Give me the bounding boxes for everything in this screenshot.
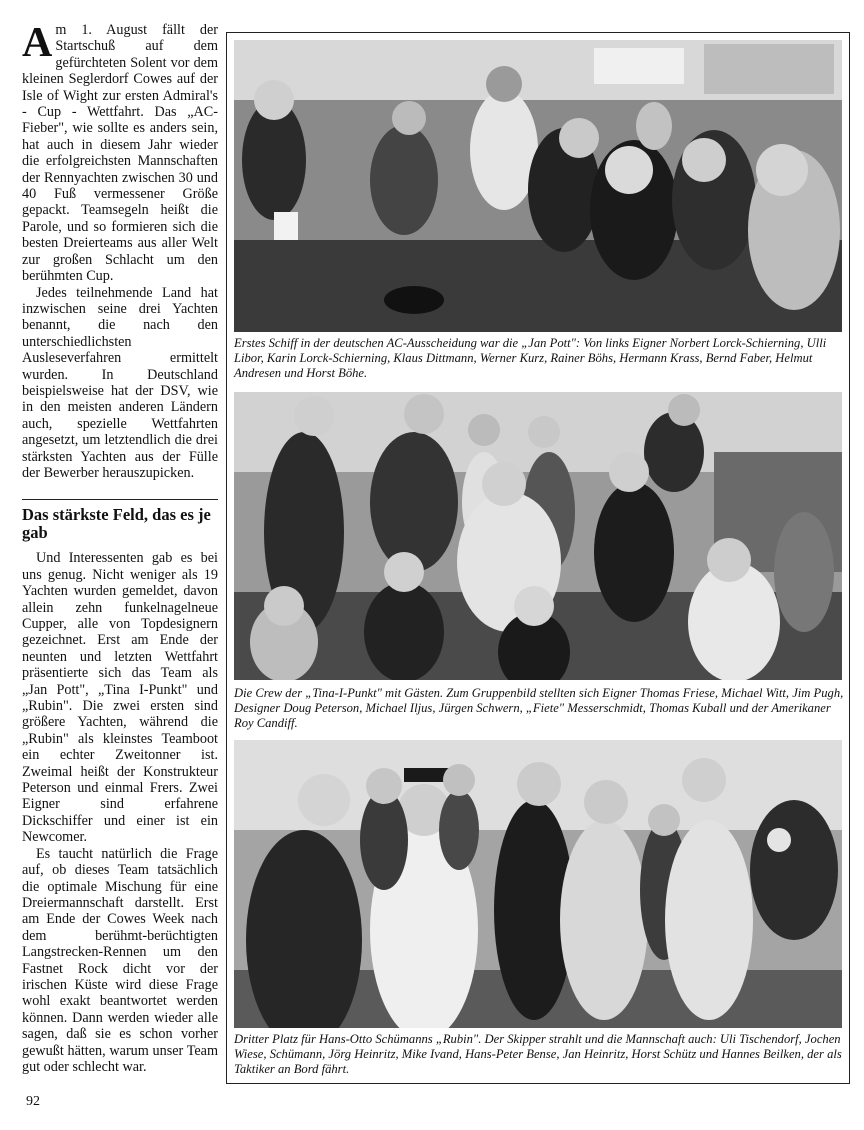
section-rule (22, 499, 218, 500)
article-column (22, 22, 218, 1075)
article-paragraph-4: Es taucht natürlich die Frage auf, ob dieses Team tatsächlich die optimale Mischung für eine Dreiermannschaft darstellt. Erst am Ende der Cowes Week nach dem berühmt-berüchtigten Langstrecken-Rennen um den Fastnet Rock dicht vor der irischen Küste wird diese Frage wohl exakt beantwortet werden können. Dann werden wieder alle sagen, daß sie es schon vorher gewußt hätten, warum unser Team gut oder schlecht war. (22, 845, 218, 1075)
section-subheading: Das stärkste Feld, das es je gab (22, 505, 211, 543)
photo-jan-pott-crew (234, 40, 842, 332)
article-paragraph-1 (22, 22, 218, 285)
paragraph-1-text: m 1. August fällt der Startschuß auf dem gefürchteten Solent vor dem kleinen Seglerdorf Cowes auf der Isle of Wight zur ersten Admiral's - Cup - Wettfahrt. Das „AC-Fieber", wie sollte es anders sein, hat auch in diesem Jahr wieder die erfolgreichsten Mannschaften der Rennyachten zwischen 30 und 40 Fuß vermessener Größe gepackt. Teamsegeln heißt die Parole, und so formieren sich die besten Dreierteams aus aller Welt zur großen Schlacht um den berühmten Cup. (22, 22, 218, 285)
photo-1-caption: Erstes Schiff in der deutschen AC-Ausscheidung war die „Jan Pott": Von links Eigner Norbert Lorck-Schierning, Ulli Libor, Karin Lorck-Schierning, Klaus Dittmann, Werner Kurz, Rainer Böhs, Hermann Krass, Bernd Faber, Helmut Andresen und Horst Böhe. (234, 336, 827, 381)
photo-tina-i-punkt-crew (234, 392, 842, 680)
article-paragraph-2: Jedes teilnehmende Land hat inzwischen seine drei Yachten benannt, die nach den unterschiedlichsten Ausleseverfahren ermittelt wurden. In Deutschland beispielsweise hat der DSV, wie in den meisten anderen Ländern auch, spezielle Wettfahrten angesetzt, um letztendlich die drei stärksten Yachten aus der Fülle der Bewerber herauszupicken. (22, 284, 218, 481)
article-paragraph-3: Und Interessenten gab es bei uns genug. Nicht weniger als 19 Yachten wurden gemeldet, davon allein zehn funkelnagelneue Cupper, alle von Topdesignern gezeichnet. Erst am Ende der neunten und letzten Wettfahrt präsentierte sich das Team als „Jan Pott", „Tina I-Punkt" und „Rubin". Die zwei ersten sind größere Yachten, während die „Rubin" als kleinstes Teamboot ein echter Zweitonner ist. Zweimal heißt der Konstrukteur Peterson und einmal Frers. Zwei Eigner sind erfahrene Dickschiffer und einer ist ein Newcomer. (22, 550, 218, 846)
page-number: 92 (26, 1094, 40, 1109)
photo-rubin-crew (234, 740, 842, 1028)
drop-cap: A (22, 20, 53, 66)
photo-2-caption: Die Crew der „Tina-I-Punkt" mit Gästen. Zum Gruppenbild stellten sich Eigner Thomas Friese, Michael Witt, Jim Pugh, Designer Doug Peterson, Michael Iljus, Jürgen Schwern, „Fiete" Messerschmidt, Thomas Kuball und der Amerikaner Roy Candiff. (234, 686, 844, 731)
photo-3-caption: Dritter Platz für Hans-Otto Schümanns „Rubin". Der Skipper strahlt und die Mannschaft auch: Uli Tischendorf, Jochen Wiese, Schümann, Jörg Heinritz, Mike Ivand, Hans-Peter Bense, Jan Heinritz, Horst Schütz und Hannes Beilken, der als Taktiker an Bord fährt. (234, 1032, 842, 1077)
